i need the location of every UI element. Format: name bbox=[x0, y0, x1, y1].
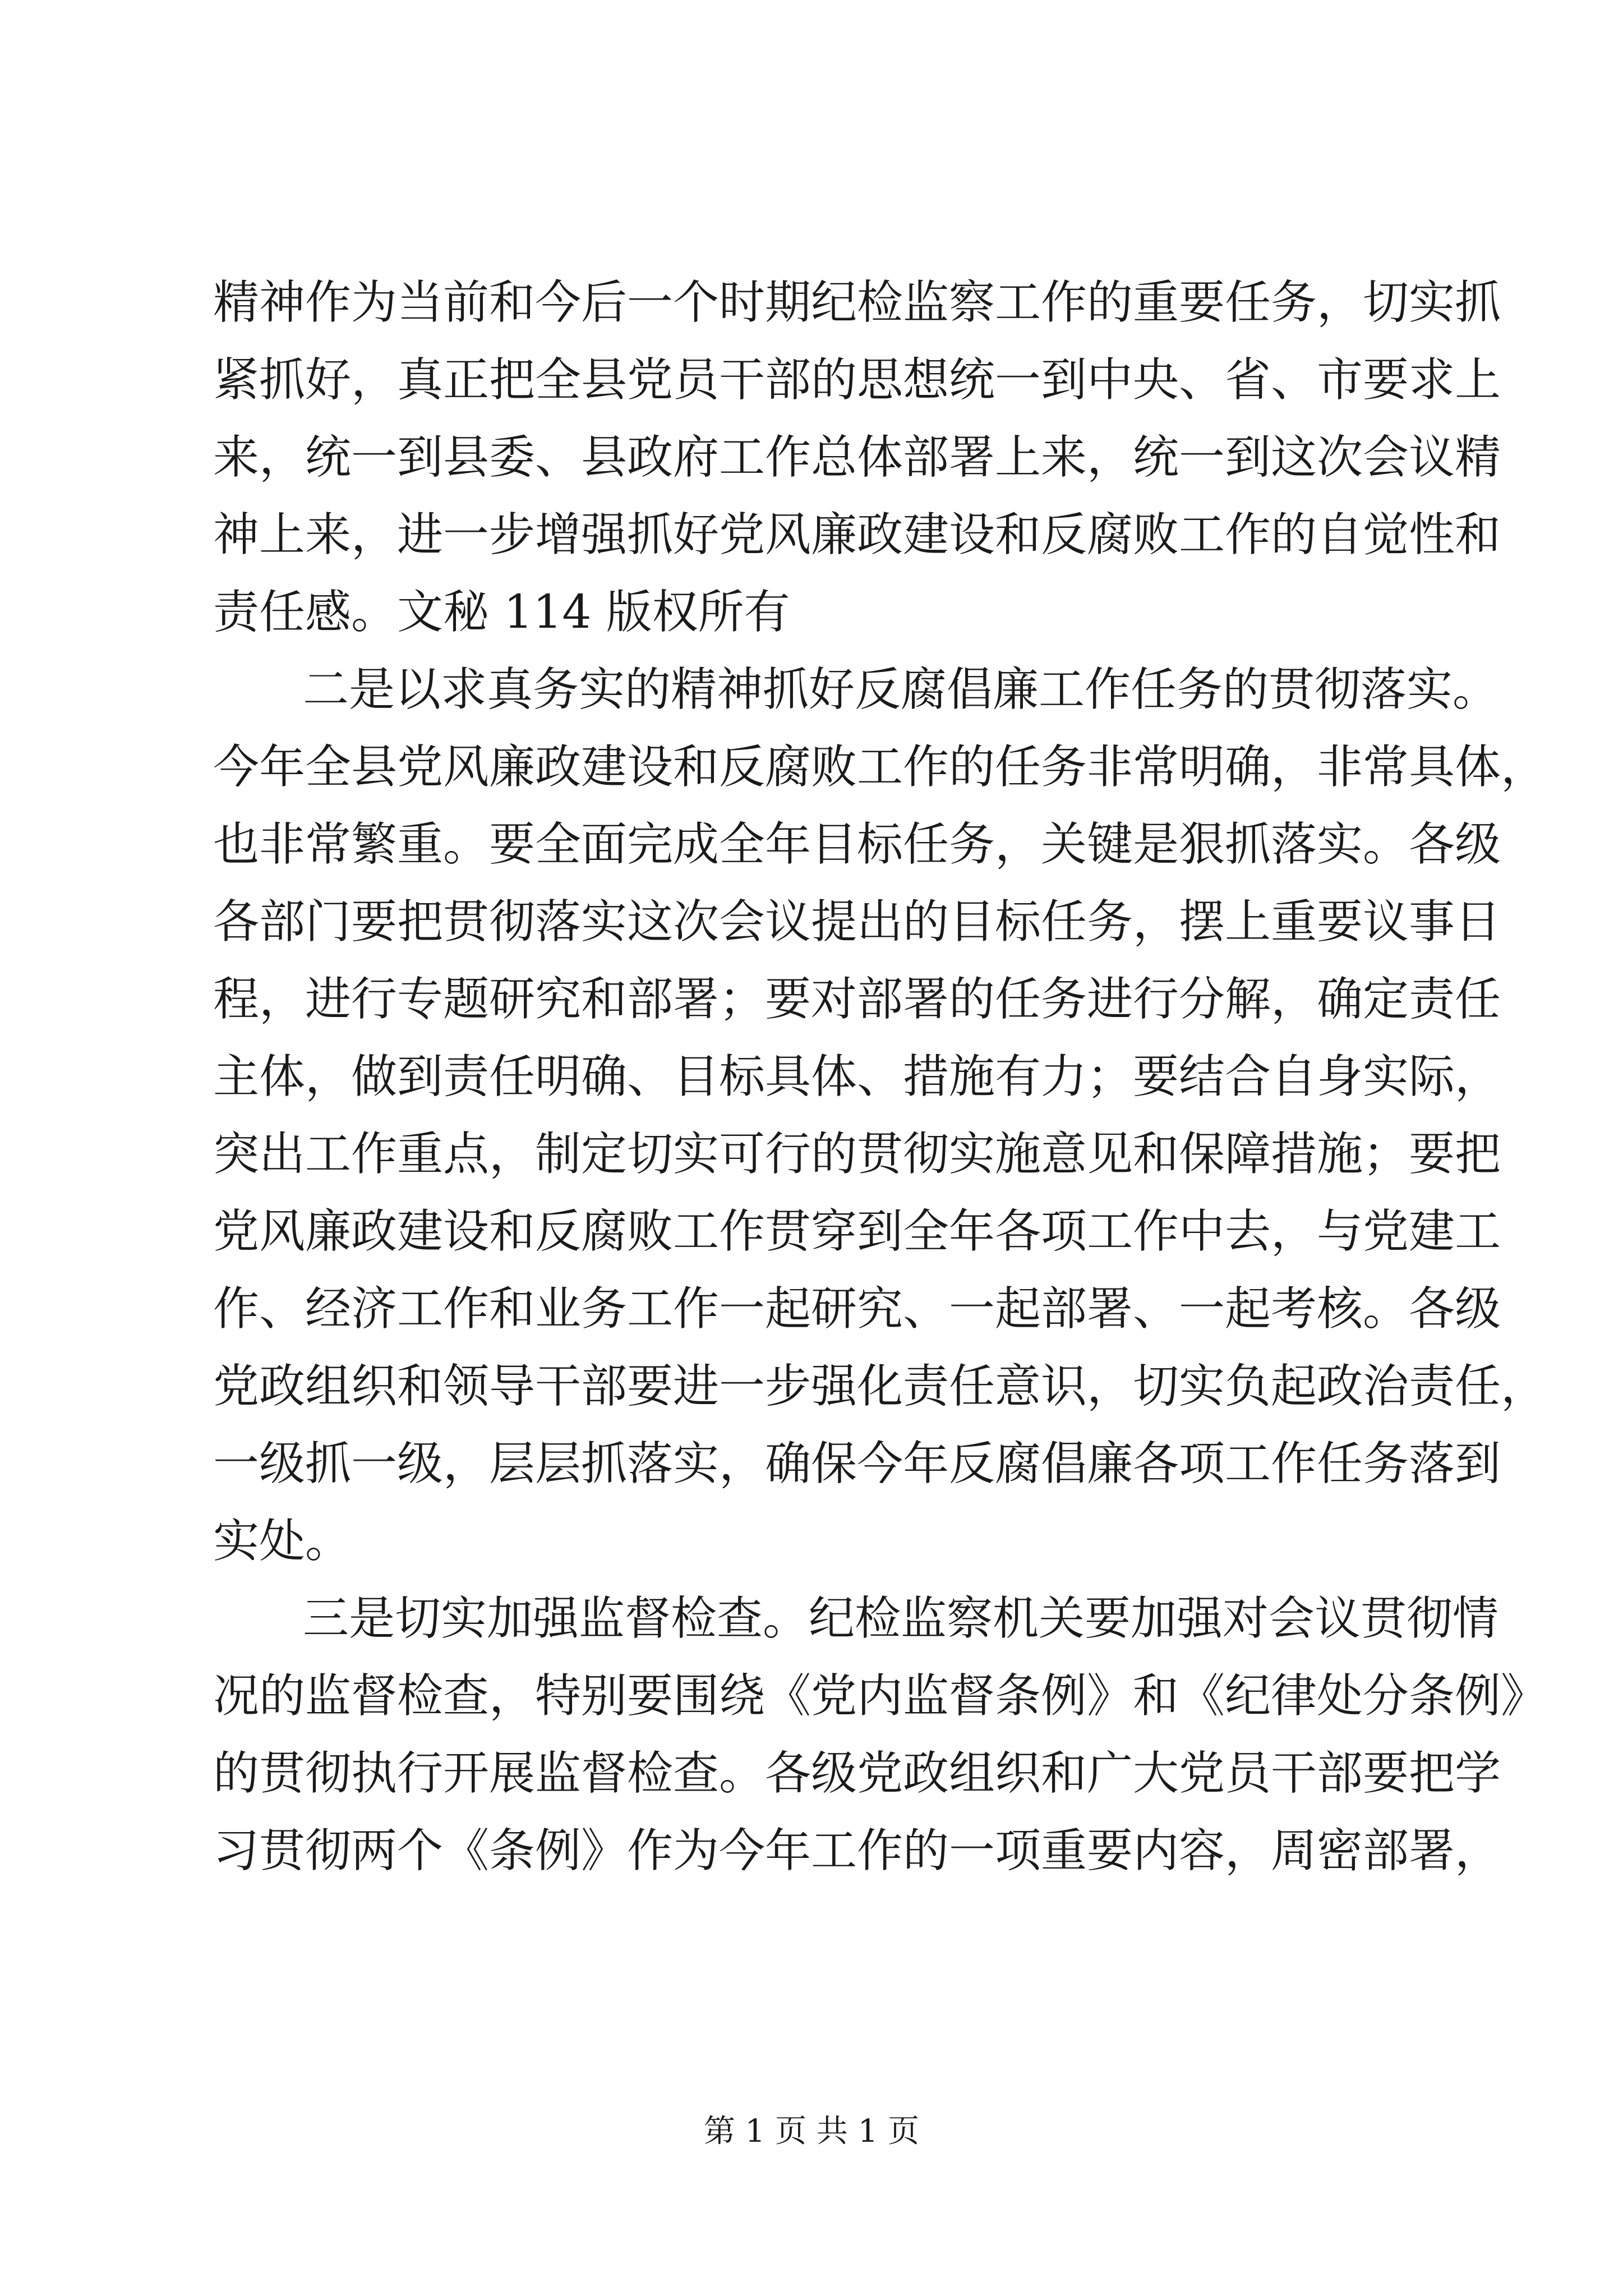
body-text-line: 的贯彻执行开展监督检查。各级党政组织和广大党员干部要把学 bbox=[213, 1747, 1501, 1800]
body-text-line: 况的监督检查，特别要围绕《党内监督条例》和《纪律处分条例》 bbox=[213, 1669, 1547, 1723]
paragraph-first-line: 二是以求真务实的精神抓好反腐倡廉工作任务的贯彻落实。 bbox=[303, 663, 1499, 716]
body-text-line: 党政组织和领导干部要进一步强化责任意识，切实负起政治责任， bbox=[213, 1360, 1547, 1413]
body-text-line: 党风廉政建设和反腐败工作贯穿到全年各项工作中去，与党建工 bbox=[213, 1205, 1501, 1258]
body-text-line: 作、经济工作和业务工作一起研究、一起部署、一起考核。各级 bbox=[213, 1282, 1501, 1336]
body-text-line: 程，进行专题研究和部署；要对部署的任务进行分解，确定责任 bbox=[213, 973, 1501, 1026]
body-text-line: 也非常繁重。要全面完成全年目标任务，关键是狠抓落实。各级 bbox=[213, 818, 1501, 871]
body-text-line: 各部门要把贯彻落实这次会议提出的目标任务，摆上重要议事日 bbox=[213, 895, 1501, 949]
body-text-line: 紧抓好，真正把全县党员干部的思想统一到中央、省、市要求上 bbox=[213, 353, 1501, 407]
page-number-footer: 第 1 页 共 1 页 bbox=[703, 2113, 920, 2150]
body-text-line: 今年全县党风廉政建设和反腐败工作的任务非常明确，非常具体， bbox=[213, 740, 1547, 794]
paragraph-first-line: 三是切实加强监督检查。纪检监察机关要加强对会议贯彻情 bbox=[303, 1592, 1499, 1645]
body-text-line: 精神作为当前和今后一个时期纪检监察工作的重要任务，切实抓 bbox=[213, 276, 1501, 329]
body-text-line: 突出工作重点，制定切实可行的贯彻实施意见和保障措施；要把 bbox=[213, 1128, 1501, 1181]
body-text-line: 习贯彻两个《条例》作为今年工作的一项重要内容，周密部署， bbox=[213, 1824, 1501, 1878]
body-text-line: 一级抓一级，层层抓落实，确保今年反腐倡廉各项工作任务落到 bbox=[213, 1437, 1501, 1490]
body-text-line: 来，统一到县委、县政府工作总体部署上来，统一到这次会议精 bbox=[213, 431, 1501, 484]
body-text-line: 实处。 bbox=[213, 1515, 352, 1568]
body-text-line: 责任感。文秘 114 版权所有 bbox=[213, 586, 790, 639]
body-text-line: 神上来，进一步增强抓好党风廉政建设和反腐败工作的自觉性和 bbox=[213, 508, 1501, 562]
body-text-line: 主体，做到责任明确、目标具体、措施有力；要结合自身实际， bbox=[213, 1050, 1501, 1103]
